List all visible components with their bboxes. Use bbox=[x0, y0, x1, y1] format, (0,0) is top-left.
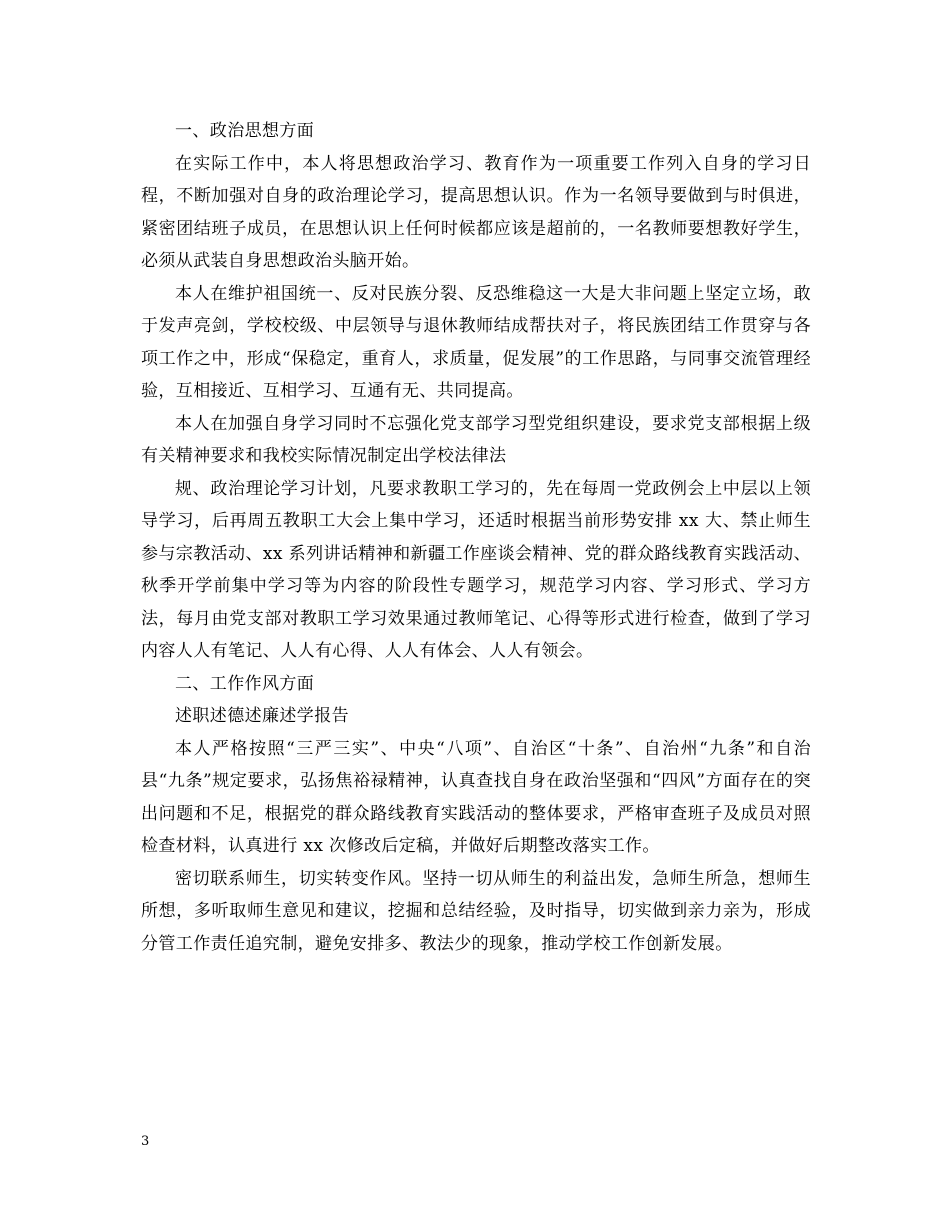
paragraph-unity: 本人在维护祖国统一、反对民族分裂、反恐维稳这一大是大非问题上坚定立场，敢于发声亮剑，学校校级、中层领导与退休教师结成帮扶对子，将民族团结工作贯穿与各项工作之中，形成“保稳定，重育人，求质量，促发展”的工作思路，与同事交流管理经验，互相接近、互相学习、互通有无、共同提高。 bbox=[141, 283, 811, 401]
paragraph-contact: 密切联系师生，切实转变作风。坚持一切从师生的利益出发，急师生所急，想师生所想，多听取师生意见和建议，挖掘和总结经验，及时指导，切实做到亲力亲为，形成分管工作责任追究制，避免安排多、教法少的现象，推动学校工作创新发展。 bbox=[141, 868, 811, 954]
report-title-line: 述职述德述廉述学报告 bbox=[175, 706, 349, 726]
paragraph-party-branch: 本人在加强自身学习同时不忘强化党支部学习型党组织建设，要求党支部根据上级有关精神要求和我校实际情况制定出学校法律法 bbox=[141, 413, 811, 466]
document-body bbox=[141, 115, 811, 960]
paragraph-study-plan: 规、政治理论学习计划，凡要求教职工学习的，先在每周一党政例会上中层以上领导学习，后再周五教职工大会上集中学习，还适时根据当前形势安排 xx 大、禁止师生参与宗教活动、xx 系列讲话精神和新疆工作座谈会精神、党的群众路线教育实践活动、秋季开学前集中学习等为内容的阶段性专题学习，规范学习内容、学习形式、学习方法，每月由党支部对教职工学习效果通过教师笔记、心得等形式进行检查，做到了学习内容人人有笔记、人人有心得、人人有体会、人人有领会。 bbox=[141, 478, 811, 661]
section-heading-political: 一、政治思想方面 bbox=[175, 121, 315, 141]
page-number: 3 bbox=[141, 1134, 150, 1149]
section-heading-work-style: 二、工作作风方面 bbox=[175, 673, 315, 694]
paragraph-study: 在实际工作中，本人将思想政治学习、教育作为一项重要工作列入自身的学习日程，不断加强对自身的政治理论学习，提高思想认识。作为一名领导要做到与时俱进，紧密团结班子成员，在思想认识上任何时候都应该是超前的，一名教师要想教好学生，必须从武装自身思想政治头脑开始。 bbox=[141, 153, 811, 271]
paragraph-regulations: 本人严格按照“三严三实”、中央“八项”、自治区“十条”、自治州“九条”和自治县“九条”规定要求，弘扬焦裕禄精神，认真查找自身在政治坚强和“四风”方面存在的突出问题和不足，根据党的群众路线教育实践活动的整体要求，严格审查班子及成员对照检查材料，认真进行 xx 次修改后定稿，并做好后期整改落实工作。 bbox=[141, 738, 811, 856]
